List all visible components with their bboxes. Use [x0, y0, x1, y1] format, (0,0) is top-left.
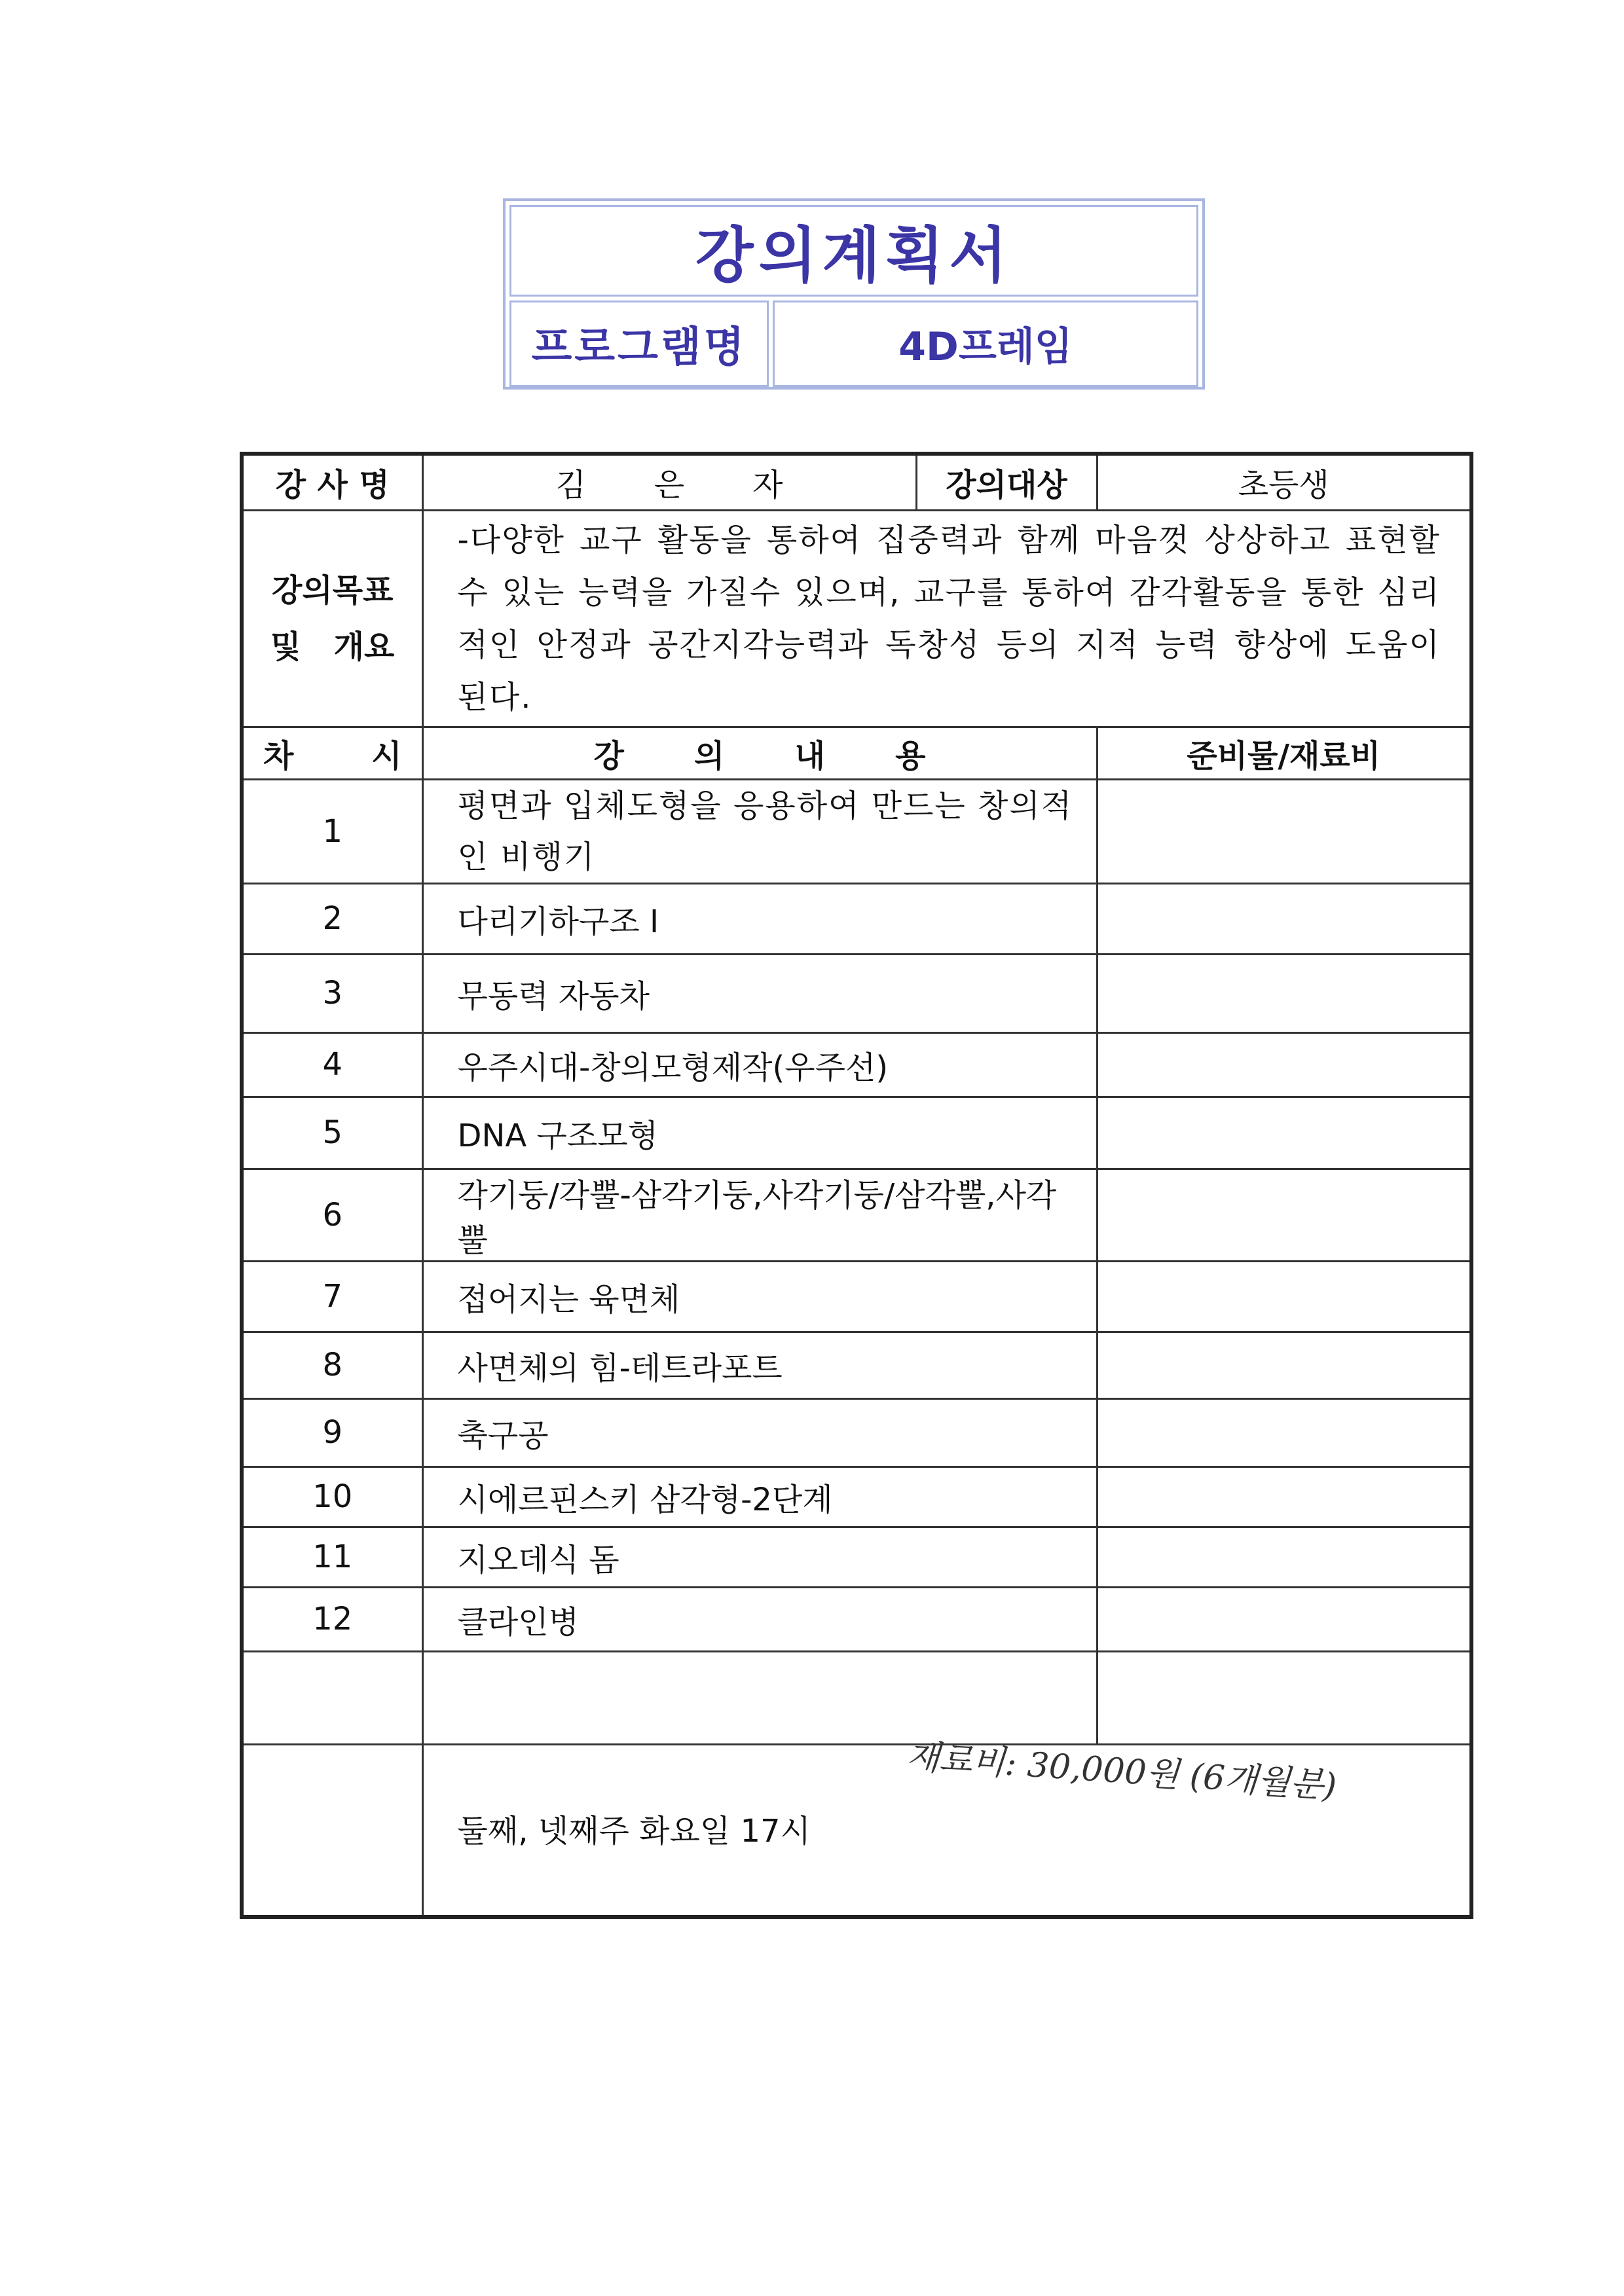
session-number: 8 — [242, 1332, 422, 1398]
session-materials — [1097, 1398, 1471, 1467]
session-row — [242, 883, 1471, 954]
goal-label: 강의목표 및 개요 — [242, 510, 422, 727]
session-number: 1 — [242, 779, 422, 883]
goal-text: -다양한 교구 활동을 통하여 집중력과 함께 마음껏 상상하고 표현할 수 있는 능력을 가질수 있으며, 교구를 통하여 감각활동을 통한 심리적인 안정과 공간지각능력과 독창성 등의 지적 능력 향상에 도움이 된다. — [422, 510, 1471, 727]
session-content: 평면과 입체도형을 응용하여 만드는 창의적인 비행기 — [422, 779, 1097, 883]
session-materials — [1097, 1032, 1471, 1097]
instructor-name: 김 은 자 — [422, 454, 916, 510]
session-materials — [1097, 1467, 1471, 1527]
session-content: 무동력 자동차 — [422, 954, 1097, 1032]
session-content: 시에르핀스키 삼각형-2단계 — [422, 1467, 1097, 1527]
session-row — [242, 1587, 1471, 1651]
session-materials — [1097, 1261, 1471, 1332]
session-content: 우주시대-창의모형제작(우주선) — [422, 1032, 1097, 1097]
session-number: 5 — [242, 1097, 422, 1169]
handwritten-note: 재료비: 30,000원 (6개월분) — [905, 1737, 1338, 1806]
goal-row — [242, 510, 1471, 727]
session-number: 12 — [242, 1587, 422, 1651]
content-column-header: 강 의 내 용 — [422, 727, 1097, 779]
instructor-row — [242, 454, 1471, 510]
session-number: 9 — [242, 1398, 422, 1467]
session-materials — [1097, 1527, 1471, 1587]
session-materials — [1097, 779, 1471, 883]
session-content: 각기둥/각뿔-삼각기둥,사각기둥/삼각뿔,사각뿔 — [422, 1169, 1097, 1261]
session-number: 10 — [242, 1467, 422, 1527]
session-number: 7 — [242, 1261, 422, 1332]
target-label: 강의대상 — [916, 454, 1097, 510]
session-row — [242, 1332, 1471, 1398]
session-row — [242, 1169, 1471, 1261]
session-row — [242, 1032, 1471, 1097]
session-number: 3 — [242, 954, 422, 1032]
session-row — [242, 779, 1471, 883]
session-row — [242, 1398, 1471, 1467]
session-content: 지오데식 돔 — [422, 1527, 1097, 1587]
session-content: 다리기하구조 Ⅰ — [422, 883, 1097, 954]
schedule-text: 둘째, 넷째주 화요일 17시 — [422, 1744, 1471, 1917]
instructor-label: 강 사 명 — [242, 454, 422, 510]
session-row — [242, 1261, 1471, 1332]
program-name: 4D프레임 — [773, 301, 1198, 387]
session-number: 2 — [242, 883, 422, 954]
session-number: 6 — [242, 1169, 422, 1261]
session-content: 사면체의 힘-테트라포트 — [422, 1332, 1097, 1398]
session-row — [242, 1527, 1471, 1587]
lecture-plan-table — [240, 452, 1473, 1919]
session-column-header: 차 시 — [242, 727, 422, 779]
session-materials — [1097, 1587, 1471, 1651]
document-header — [503, 198, 1205, 390]
session-materials — [1097, 1332, 1471, 1398]
session-row — [242, 1097, 1471, 1169]
session-row — [242, 954, 1471, 1032]
session-materials — [1097, 1097, 1471, 1169]
target-value: 초등생 — [1097, 454, 1471, 510]
session-content: 접어지는 육면체 — [422, 1261, 1097, 1332]
empty-row — [242, 1651, 1471, 1744]
materials-column-header: 준비물/재료비 — [1097, 727, 1471, 779]
session-materials — [1097, 954, 1471, 1032]
program-row — [509, 301, 1198, 387]
column-header-row — [242, 727, 1471, 779]
session-content: 축구공 — [422, 1398, 1097, 1467]
session-number: 11 — [242, 1527, 422, 1587]
session-materials — [1097, 883, 1471, 954]
session-row — [242, 1467, 1471, 1527]
session-number: 4 — [242, 1032, 422, 1097]
document-title: 강의계획서 — [509, 205, 1198, 297]
session-materials — [1097, 1169, 1471, 1261]
session-content: 클라인병 — [422, 1587, 1097, 1651]
session-content: DNA 구조모형 — [422, 1097, 1097, 1169]
program-label: 프로그램명 — [509, 301, 769, 387]
